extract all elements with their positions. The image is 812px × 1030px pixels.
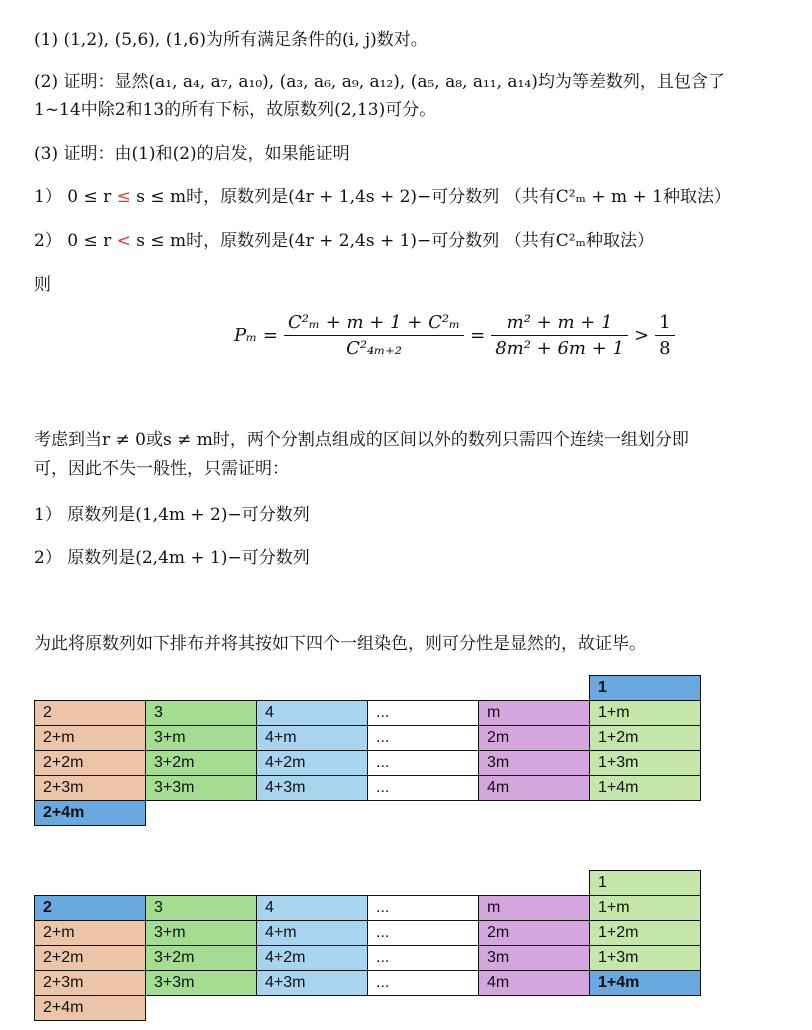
table-cell: ...	[368, 971, 479, 996]
case1-post: s ≤ m时，原数列是(4r + 1,4s + 2)−可分数列 （共有C²ₘ + m + 1种取法）	[130, 187, 731, 207]
case1-line	[34, 185, 731, 209]
table-cell: 1+m	[590, 701, 701, 726]
table-cell: 1+3m	[590, 946, 701, 971]
claim1-line: 1） 原数列是(1,4m + 2)−可分数列	[34, 505, 310, 525]
case2-post: s ≤ m时，原数列是(4r + 2,4s + 1)−可分数列 （共有C²ₘ种取法）	[130, 231, 654, 251]
table-cell: 2	[35, 896, 146, 921]
table-cell: 2+m	[35, 726, 146, 751]
table-cell: 1+m	[590, 896, 701, 921]
formula-equals: =	[470, 325, 486, 346]
table-cell: 3+m	[146, 921, 257, 946]
table-cell: 2+4m	[35, 996, 146, 1021]
table-row	[35, 996, 701, 1021]
table-cell: 3+2m	[146, 946, 257, 971]
table-cell: 4+2m	[257, 946, 368, 971]
table-row	[35, 946, 701, 971]
formula-lhs: Pₘ =	[234, 325, 278, 346]
table-cell: 2m	[479, 726, 590, 751]
table-cell: 3	[146, 896, 257, 921]
table-row	[35, 676, 701, 701]
formula-fraction-3	[655, 312, 674, 359]
table-cell: 4	[257, 701, 368, 726]
table-row	[35, 921, 701, 946]
table-cell: 2+3m	[35, 776, 146, 801]
table-cell: 3+3m	[146, 971, 257, 996]
table-cell: ...	[368, 776, 479, 801]
consider-line-b: 可，因此不失一般性，只需证明：	[34, 459, 289, 479]
table-cell: ...	[368, 751, 479, 776]
table-cell: ...	[368, 921, 479, 946]
table-row	[35, 726, 701, 751]
table-cell: 3+3m	[146, 776, 257, 801]
case1-pre: 1） 0 ≤ r	[34, 187, 117, 207]
table-cell: 1+2m	[590, 726, 701, 751]
table-cell: ...	[368, 701, 479, 726]
table-cell: 2+2m	[35, 946, 146, 971]
fraction-2-numerator: m² + m + 1	[491, 312, 628, 336]
part2-line-a: (2) 证明：显然(a₁, a₄, a₇, a₁₀), (a₃, a₆, a₉, a₁₂), (a₅, a₈, a₁₁, a₁₄)均为等差数列，且包含了	[34, 72, 725, 92]
table-cell: 3m	[479, 751, 590, 776]
table-cell: 1+3m	[590, 751, 701, 776]
table-cell: ...	[368, 896, 479, 921]
table-cell: 3+m	[146, 726, 257, 751]
table-cell: 1	[590, 676, 701, 701]
table-cell: 4+3m	[257, 776, 368, 801]
table-cell: 2m	[479, 921, 590, 946]
fraction-1-numerator: C²ₘ + m + 1 + C²ₘ	[284, 312, 464, 336]
table-cell: ...	[368, 946, 479, 971]
case2-line	[34, 229, 654, 253]
part3-intro: (3) 证明：由(1)和(2)的启发，如果能证明	[34, 144, 350, 164]
fraction-1-denominator: C²₄ₘ₊₂	[346, 338, 403, 359]
table-cell: 4+m	[257, 726, 368, 751]
table-cell: m	[479, 896, 590, 921]
table-cell: 2	[35, 701, 146, 726]
table-cell: 3	[146, 701, 257, 726]
table-cell: 4m	[479, 971, 590, 996]
consider-line-a: 考虑到当r ≠ 0或s ≠ m时，两个分割点组成的区间以外的数列只需四个连续一组划分即	[34, 430, 689, 450]
fraction-3-numerator: 1	[655, 312, 674, 336]
part2-line-b: 1~14中除2和13的所有下标，故原数列(2,13)可分。	[34, 100, 437, 120]
table-row	[35, 871, 701, 896]
case1-red-symbol: ≤	[116, 187, 131, 207]
table-cell: 4m	[479, 776, 590, 801]
claim2-line: 2） 原数列是(2,4m + 1)−可分数列	[34, 548, 310, 568]
table-row	[35, 701, 701, 726]
table-cell: 4+m	[257, 921, 368, 946]
table-row	[35, 971, 701, 996]
then-label: 则	[34, 275, 51, 295]
table-cell: 3m	[479, 946, 590, 971]
table-cell: 4+3m	[257, 971, 368, 996]
table-cell: 2+m	[35, 921, 146, 946]
coloring-table-1	[34, 675, 701, 826]
formula-fraction-1	[284, 312, 464, 359]
table-cell: 1+4m	[590, 776, 701, 801]
table-cell: m	[479, 701, 590, 726]
table-row	[35, 801, 701, 826]
table-row	[35, 896, 701, 921]
formula-greater-than: >	[633, 325, 650, 346]
table-cell: 2+4m	[35, 801, 146, 826]
probability-formula	[228, 312, 675, 372]
formula-fraction-2	[491, 312, 628, 359]
table-cell: ...	[368, 726, 479, 751]
table-cell: 3+2m	[146, 751, 257, 776]
conclusion-line: 为此将原数列如下排布并将其按如下四个一组染色，则可分性是显然的，故证毕。	[34, 634, 646, 654]
table-cell: 2+3m	[35, 971, 146, 996]
table-cell: 1+2m	[590, 921, 701, 946]
part1-line: (1) (1,2), (5,6), (1,6)为所有满足条件的(i, j)数对。	[34, 30, 428, 50]
coloring-table-2	[34, 870, 701, 1021]
fraction-3-denominator: 8	[659, 338, 671, 359]
table-cell: 2+2m	[35, 751, 146, 776]
table-cell: 1+4m	[590, 971, 701, 996]
case2-red-symbol: <	[116, 231, 131, 251]
case2-pre: 2） 0 ≤ r	[34, 231, 117, 251]
table-row	[35, 776, 701, 801]
table-cell: 4+2m	[257, 751, 368, 776]
fraction-2-denominator: 8m² + 6m + 1	[495, 338, 624, 359]
table-row	[35, 751, 701, 776]
table-cell: 4	[257, 896, 368, 921]
table-cell: 1	[590, 871, 701, 896]
